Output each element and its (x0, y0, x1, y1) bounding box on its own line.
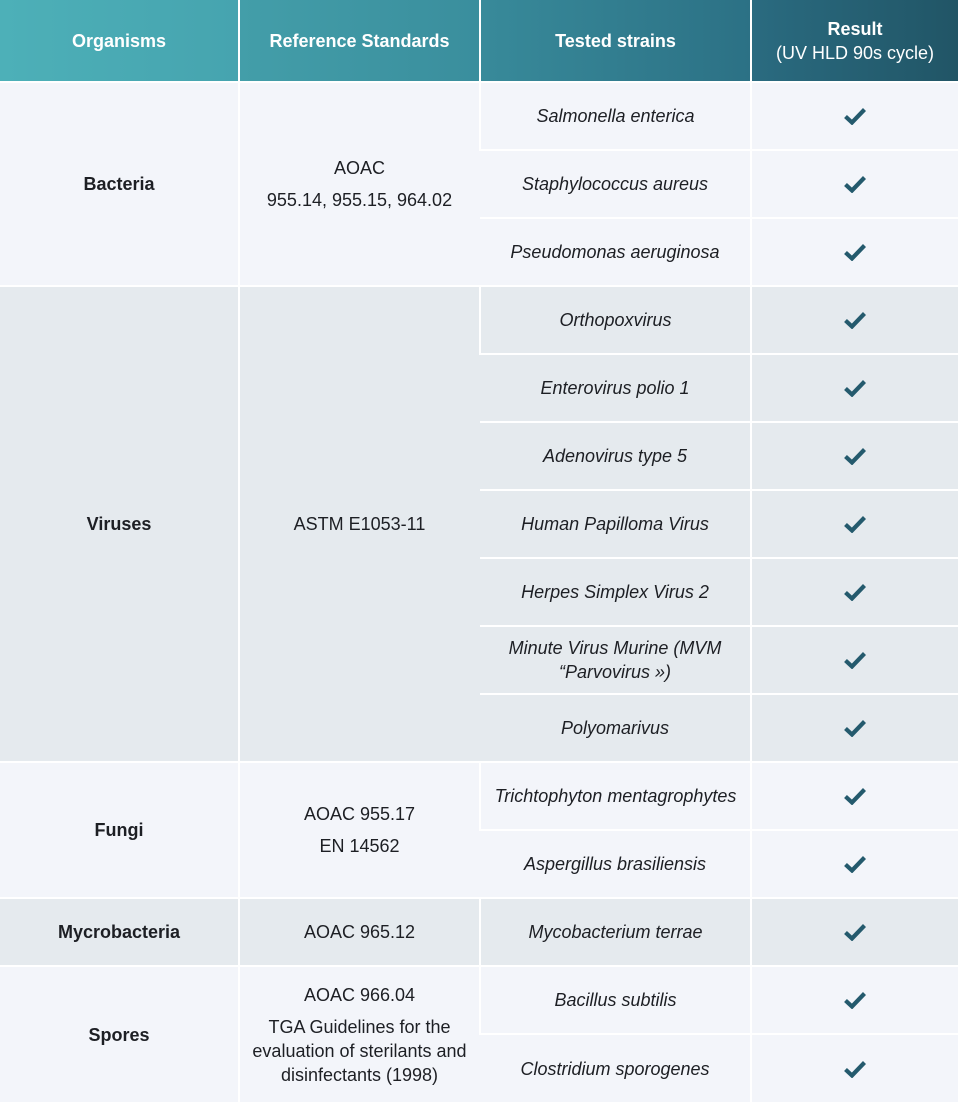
strain-cell: Bacillus subtilis (480, 966, 751, 1034)
reference-line: 955.14, 955.15, 964.02 (266, 190, 453, 210)
reference-mycobacteria (239, 898, 480, 966)
organism-bacteria: Bacteria (0, 82, 239, 286)
table-header (0, 0, 958, 82)
result-cell (751, 558, 958, 626)
reference-line: EN 14562 (319, 836, 400, 856)
check-icon (844, 991, 866, 1009)
check-icon (844, 719, 866, 737)
reference-fungi (239, 762, 480, 898)
check-icon (844, 787, 866, 805)
header-result-sub: (UV HLD 90s cycle) (775, 42, 935, 63)
header-reference-standards: Reference Standards (239, 0, 480, 82)
reference-line: AOAC 955.17 (303, 804, 416, 824)
reference-viruses (239, 286, 480, 762)
reference-line: AOAC 965.12 (303, 922, 416, 942)
table-row (0, 966, 958, 1034)
organism-mycobacteria: Mycrobacteria (0, 898, 239, 966)
check-icon (844, 923, 866, 941)
result-cell (751, 830, 958, 898)
strain-cell: Human Papilloma Virus (480, 490, 751, 558)
result-cell (751, 354, 958, 422)
check-icon (844, 311, 866, 329)
check-icon (844, 515, 866, 533)
strain-cell: Clostridium sporogenes (480, 1034, 751, 1102)
check-icon (844, 107, 866, 125)
result-cell (751, 82, 958, 150)
strain-cell: Enterovirus polio 1 (480, 354, 751, 422)
table-row (0, 898, 958, 966)
strain-cell: Polyomarivus (480, 694, 751, 762)
strain-cell: Mycobacterium terrae (480, 898, 751, 966)
result-cell (751, 694, 958, 762)
result-cell (751, 218, 958, 286)
result-cell (751, 286, 958, 354)
reference-line: ASTM E1053-11 (293, 514, 426, 534)
check-icon (844, 651, 866, 669)
check-icon (844, 243, 866, 261)
strain-cell: Herpes Simplex Virus 2 (480, 558, 751, 626)
organism-spores: Spores (0, 966, 239, 1102)
strain-cell: Adenovirus type 5 (480, 422, 751, 490)
organism-fungi: Fungi (0, 762, 239, 898)
table-row (0, 286, 958, 354)
check-icon (844, 447, 866, 465)
table-row (0, 762, 958, 830)
strain-cell: Pseudomonas aeruginosa (480, 218, 751, 286)
result-cell (751, 898, 958, 966)
reference-bacteria (239, 82, 480, 286)
strain-cell: Trichtophyton mentagrophytes (480, 762, 751, 830)
result-cell (751, 1034, 958, 1102)
reference-line: AOAC 966.04 (303, 984, 416, 1005)
header-result (751, 0, 958, 82)
check-icon (844, 175, 866, 193)
reference-line: TGA Guidelines for the evaluation of sterilants and disinfectants (1998) (252, 1016, 467, 1085)
reference-line: AOAC (333, 158, 385, 178)
header-result-label: Result (827, 18, 883, 39)
check-icon (844, 855, 866, 873)
check-icon (844, 1060, 866, 1078)
strain-cell: Orthopoxvirus (480, 286, 751, 354)
strain-cell: Aspergillus brasiliensis (480, 830, 751, 898)
strain-cell: Staphylococcus aureus (480, 150, 751, 218)
result-cell (751, 490, 958, 558)
reference-spores (239, 966, 480, 1102)
check-icon (844, 379, 866, 397)
header-tested-strains: Tested strains (480, 0, 751, 82)
result-cell (751, 762, 958, 830)
check-icon (844, 583, 866, 601)
result-cell (751, 422, 958, 490)
organism-viruses: Viruses (0, 286, 239, 762)
table-row (0, 82, 958, 150)
strain-cell: Salmonella enterica (480, 82, 751, 150)
result-cell (751, 150, 958, 218)
result-cell (751, 966, 958, 1034)
strain-cell: Minute Virus Murine (MVM “Parvovirus ») (480, 626, 751, 694)
header-organisms: Organisms (0, 0, 239, 82)
result-cell (751, 626, 958, 694)
